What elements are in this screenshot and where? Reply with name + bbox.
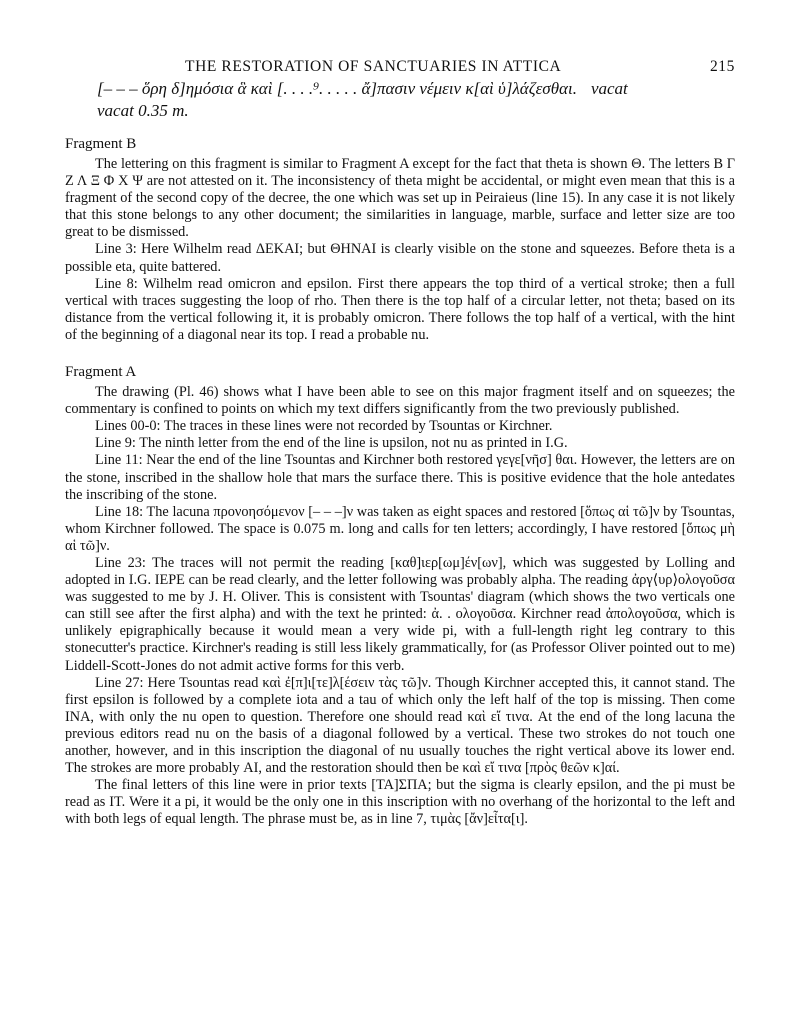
paragraph: The final letters of this line were in prior texts [ΤΑ]ΣΠΑ; but the sigma is clearly epsilon, and the pi must be read as ΙΤ. Were it a pi, it would be the only one in this inscription with no overhang of the horizontal to the left and with both legs of equal length. The phrase must be, as in line 7, τιμὰς [ἄν]εἶτα[ι].: [65, 777, 735, 828]
paragraph: The lettering on this fragment is similar to Fragment A except for the fact that theta is shown Θ. The letters Β Γ Ζ Λ Ξ Φ Χ Ψ are not attested on it. The inconsistency of theta might be accidental, or might even mean that this is a fragment of the second copy of the decree, the one which was set up in Peiraieus (line 15). In any case it is not likely that this stone belongs to any other document; the similarities in language, marble, surface and letter size are too great to be dismissed.: [65, 156, 735, 241]
paragraph: Line 9: The ninth letter from the end of the line is upsilon, not nu as printed in I.G.: [95, 435, 568, 452]
page: [65, 52, 735, 828]
inscription-text: [– – – ὅρη δ]ημόσια ἃ καὶ [. . . .⁹. . . . . ἄ]πασιν νέμειν κ[αὶ ὑ]λάζεσθαι.: [97, 79, 577, 98]
paragraph: Line 27: Here Tsountas read καὶ ἐ[π]ι[τε]λ[έσειν τὰς τῶ]ν. Though Kirchner accepted this, it cannot stand. The first epsilon is followed by a complete iota and a tau of which only the left half of the top is missing. Then come ΙΝΑ, with only the nu open to question. Therefore one should read καὶ εἴ τινα. At the end of the long lacuna the previous editors read nu on the basis of a diagonal followed by a vertical. These two strokes do not touch one another, however, and in this inscription the diagonal of nu usually touches the right vertical above its lower end. The strokes are more probably ΑΙ, and the restoration should then be καὶ εἴ τινα [πρὸς θεῶν κ]αί.: [65, 674, 735, 777]
running-header: [65, 52, 735, 78]
section-heading-fragment-b: Fragment B: [65, 136, 137, 152]
running-title: THE RESTORATION OF SANCTUARIES IN ATTICA: [185, 58, 562, 75]
paragraph: Line 3: Here Wilhelm read ΔΕΚΑΙ; but ΘΗΝΑΙ is clearly visible on the stone and squeezes. Before theta is a possible eta, quite battered.: [65, 241, 735, 275]
paragraph: Line 23: The traces will not permit the reading [καθ]ιερ[ωμ]έν[ων], which was suggested by Lolling and adopted in I.G. ΙΕΡΕ can be read clearly, and the letter following was probably alpha. The reading ἀργ⟨υρ⟩ολογοῦσα was suggested to me by J. H. Oliver. This is consistent with Tsountas' diagram (which shows the two verticals one can still see after the first alpha) and with the text he printed: ἀ. . ολογοῦσα. Kirchner read ἀπολογοῦσα, which is unlikely epigraphically because it would mean a very wide pi, with a full-length right leg contrary to this stonecutter's practice. Kirchner's reading is still less likely grammatically, for (as Professor Oliver pointed out to me) Liddell-Scott-Jones do not admit active forms for this verb.: [65, 554, 735, 674]
vacat-measure: vacat 0.35 m.: [97, 101, 189, 120]
paragraph: Line 8: Wilhelm read omicron and epsilon. First there appears the top third of a vertical stroke; then a full vertical with traces suggesting the loop of rho. Then there is the top half of a circular letter, not theta; based on its distance from the vertical following it, it is probably omicron. There follows the top half of a vertical, with the hint of the beginning of a diagonal near its top. I read a probable nu.: [65, 275, 735, 343]
inscription-line: [97, 78, 735, 100]
paragraph: Line 18: The lacuna προνοησόμενον [– – –]ν was taken as eight spaces and restored [ὅπως αἱ τῶ]ν by Tsountas, whom Kirchner followed. The space is 0.075 m. long and calls for ten letters; accordingly, I have restored [ὅπως μὴ αἱ τῶ]ν.: [65, 503, 735, 554]
page-number: 215: [709, 58, 735, 75]
section-heading-fragment-a: Fragment A: [65, 364, 137, 381]
paragraph: The drawing (Pl. 46) shows what I have been able to see on this major fragment itself and on squeezes; the commentary is confined to points on which my text differs significantly from the two previously published.: [65, 384, 735, 418]
vacat-inline: vacat: [590, 79, 628, 98]
paragraph: Lines 00-0: The traces in these lines were not recorded by Tsountas or Kirchner.: [95, 418, 553, 435]
paragraph: Line 11: Near the end of the line Tsountas and Kirchner both restored γεγε[νῆσ] θαι. However, the letters are on the stone, inscribed in the shallow hole that mars the surface there. This is positive evidence that the hole antedates the inscribing of the stone.: [65, 452, 735, 503]
